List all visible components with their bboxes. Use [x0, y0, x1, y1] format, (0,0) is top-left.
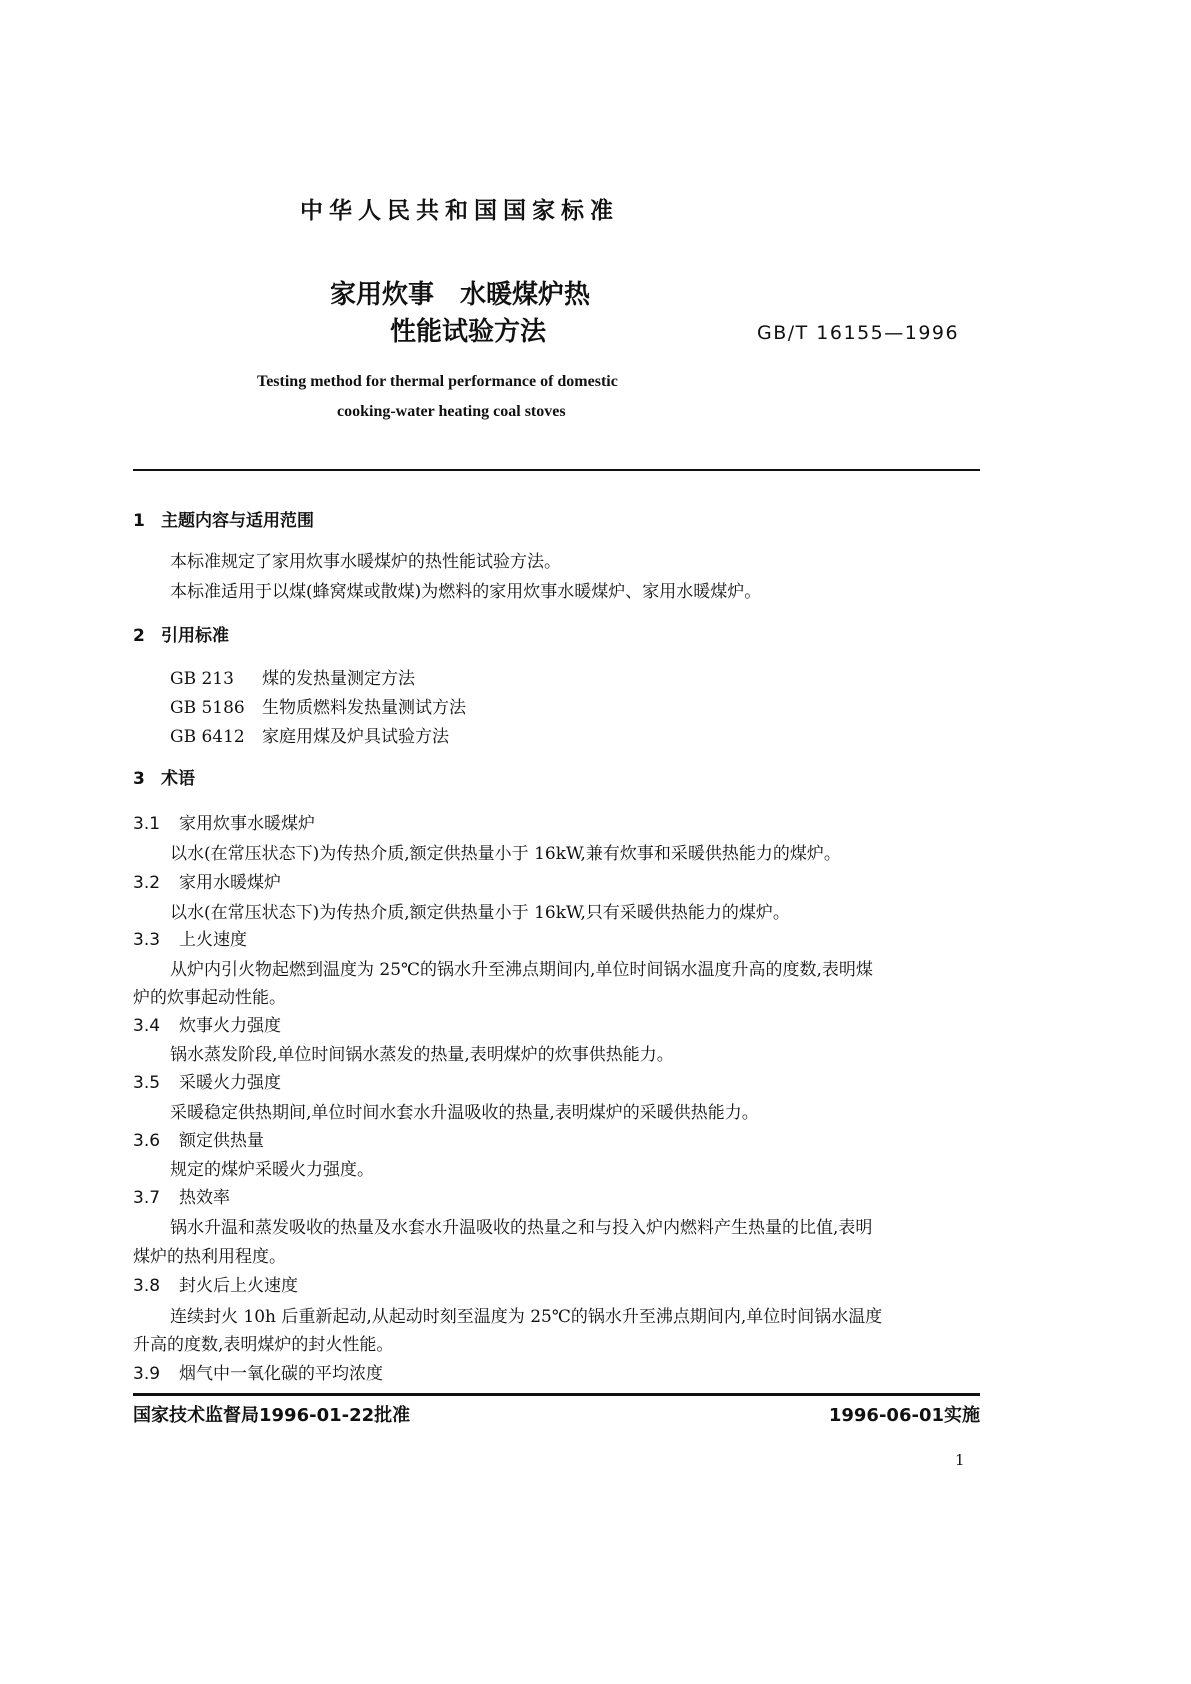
term-title: 热效率 [179, 1188, 230, 1208]
title-en-line1: Testing method for thermal performance of domestic [257, 373, 618, 390]
national-standard-header: 中华人民共和国国家标准 [300, 198, 619, 224]
term-definition: 以水(在常压状态下)为传热介质,额定供热量小于 16kW,只有采暖供热能力的煤炉。 [170, 903, 790, 923]
section-3-heading [133, 768, 195, 790]
term-number: 3.8 [133, 1276, 161, 1296]
term-number: 3.2 [133, 873, 161, 893]
term-heading [133, 813, 315, 835]
term-heading [133, 1187, 230, 1209]
term-heading [133, 1072, 281, 1094]
term-number: 3.9 [133, 1364, 161, 1384]
reference-item [170, 726, 449, 748]
term-number: 3.7 [133, 1188, 161, 1208]
term-heading [133, 1275, 298, 1297]
term-title: 上火速度 [179, 930, 247, 950]
term-definition: 锅水蒸发阶段,单位时间锅水蒸发的热量,表明煤炉的炊事供热能力。 [170, 1045, 674, 1065]
term-definition: 炉的炊事起动性能。 [133, 988, 286, 1008]
term-definition: 煤炉的热利用程度。 [133, 1247, 286, 1267]
section-number: 3 [133, 769, 145, 789]
term-definition: 从炉内引火物起燃到温度为 25℃的锅水升至沸点期间内,单位时间锅水温度升高的度数,表明煤 [170, 960, 873, 980]
term-definition: 以水(在常压状态下)为传热介质,额定供热量小于 16kW,兼有炊事和采暖供热能力的煤炉。 [170, 844, 841, 864]
title-zh-line1: 家用炊事 水暖煤炉热 [330, 280, 591, 310]
reference-code: GB 213 [170, 669, 234, 689]
term-title: 烟气中一氧化碳的平均浓度 [179, 1364, 383, 1384]
footer-divider [133, 1393, 980, 1396]
term-title: 额定供热量 [179, 1131, 264, 1151]
title-en-line2: cooking-water heating coal stoves [337, 403, 566, 420]
reference-item [170, 668, 415, 690]
term-number: 3.3 [133, 930, 161, 950]
term-title: 家用炊事水暖煤炉 [179, 814, 315, 834]
reference-code: GB 5186 [170, 698, 245, 718]
effective-date: 1996-06-01实施 [828, 1405, 980, 1426]
reference-code: GB 6412 [170, 727, 245, 747]
reference-title: 家庭用煤及炉具试验方法 [262, 727, 449, 747]
reference-title: 生物质燃料发热量测试方法 [262, 698, 466, 718]
page-number: 1 [955, 1451, 965, 1469]
term-heading [133, 1015, 281, 1037]
term-heading [133, 1130, 264, 1152]
header-divider [133, 469, 980, 471]
section-title: 术语 [161, 769, 195, 789]
term-definition: 采暖稳定供热期间,单位时间水套水升温吸收的热量,表明煤炉的采暖供热能力。 [170, 1103, 759, 1123]
section-2-heading [133, 625, 229, 647]
term-heading [133, 929, 247, 951]
term-heading [133, 1363, 383, 1385]
term-title: 采暖火力强度 [179, 1073, 281, 1093]
section-number: 1 [133, 511, 145, 531]
term-number: 3.1 [133, 814, 161, 834]
term-definition: 锅水升温和蒸发吸收的热量及水套水升温吸收的热量之和与投入炉内燃料产生热量的比值,表明 [170, 1218, 873, 1238]
section-number: 2 [133, 626, 145, 646]
section-title: 引用标准 [161, 626, 229, 646]
term-heading [133, 872, 281, 894]
term-title: 家用水暖煤炉 [179, 873, 281, 893]
reference-item [170, 697, 466, 719]
term-number: 3.6 [133, 1131, 161, 1151]
term-title: 封火后上火速度 [179, 1276, 298, 1296]
term-number: 3.4 [133, 1016, 161, 1036]
title-zh-line2: 性能试验方法 [390, 317, 547, 347]
reference-title: 煤的发热量测定方法 [262, 669, 415, 689]
term-definition: 升高的度数,表明煤炉的封火性能。 [133, 1335, 394, 1355]
term-definition: 规定的煤炉采暖火力强度。 [170, 1160, 374, 1180]
term-number: 3.5 [133, 1073, 161, 1093]
section-1-heading [133, 510, 314, 532]
standard-code: GB/T 16155—1996 [757, 322, 960, 344]
section-title: 主题内容与适用范围 [161, 511, 314, 531]
paragraph: 本标准适用于以煤(蜂窝煤或散煤)为燃料的家用炊事水暖煤炉、家用水暖煤炉。 [170, 582, 762, 602]
term-definition: 连续封火 10h 后重新起动,从起动时刻至温度为 25℃的锅水升至沸点期间内,单位时间锅水温度 [170, 1307, 883, 1327]
paragraph: 本标准规定了家用炊事水暖煤炉的热性能试验方法。 [170, 552, 561, 572]
term-title: 炊事火力强度 [179, 1016, 281, 1036]
approval-date: 国家技术监督局1996-01-22批准 [133, 1405, 411, 1426]
